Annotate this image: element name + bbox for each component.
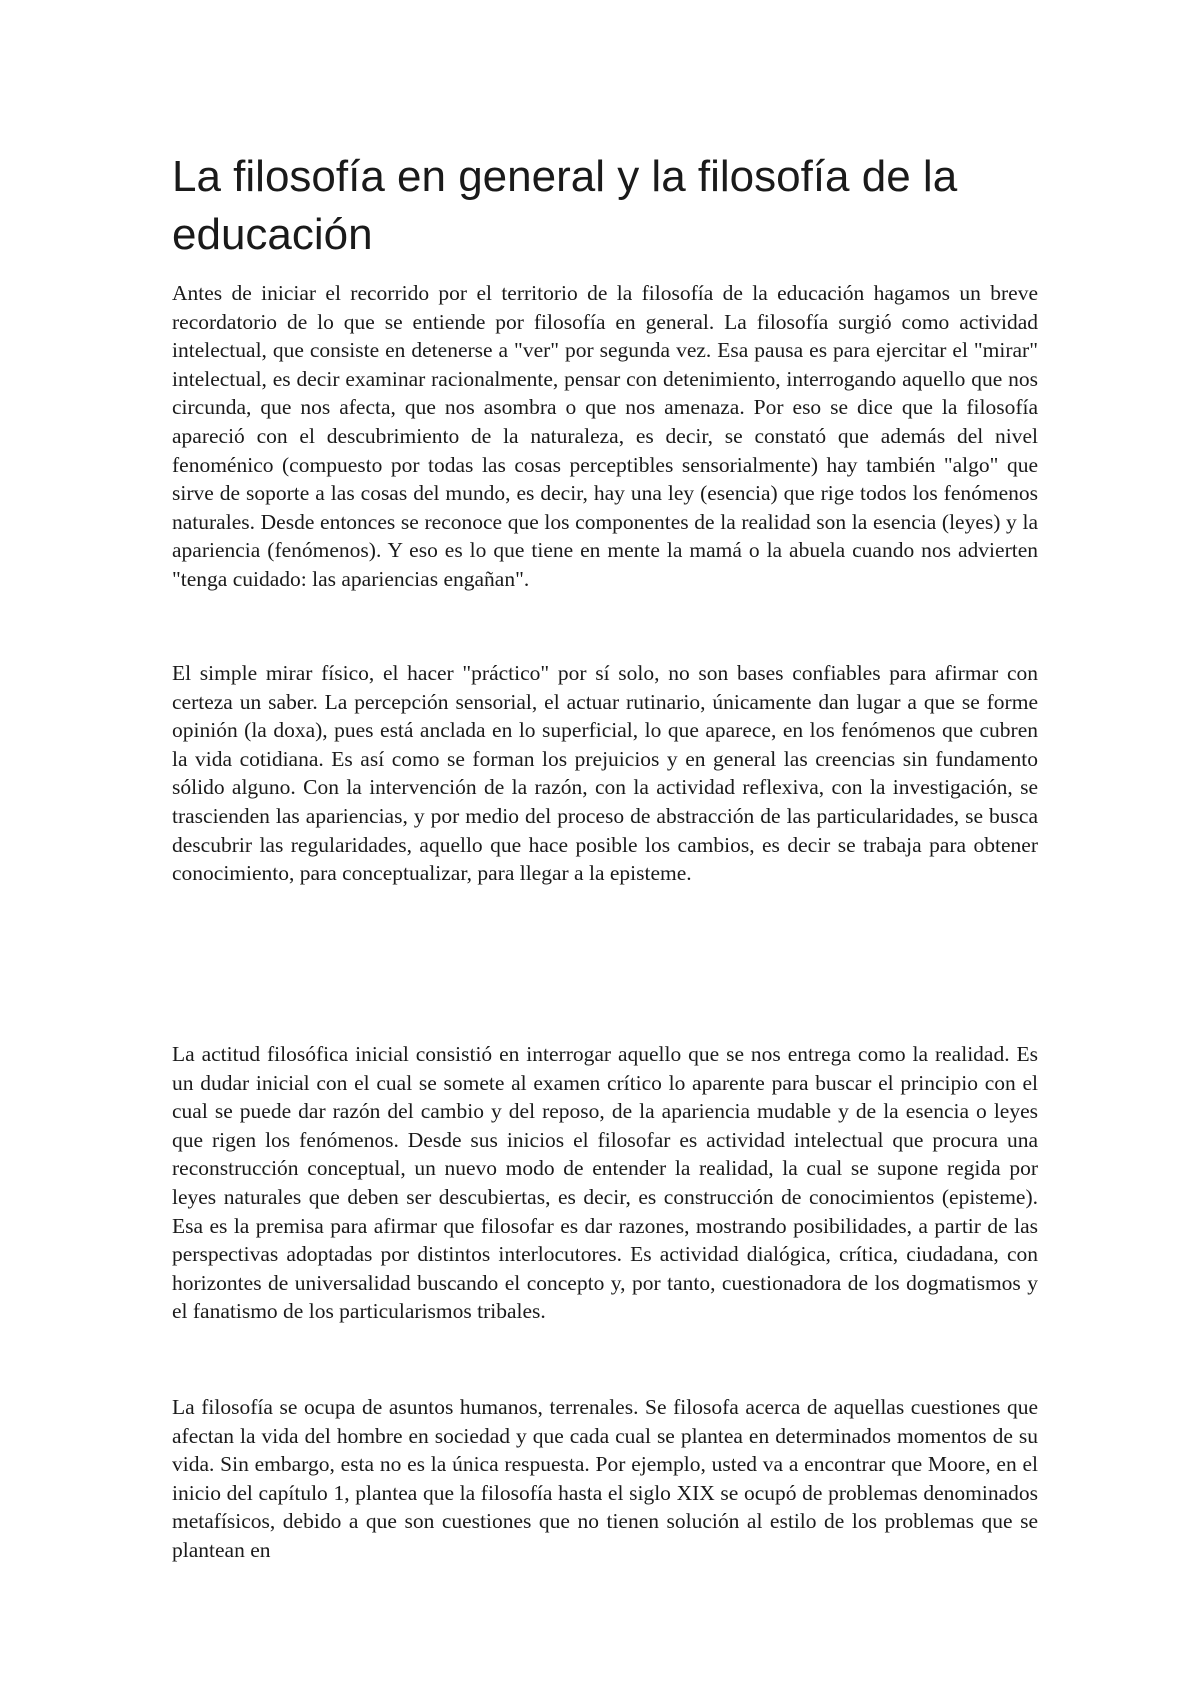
paragraph-2: El simple mirar físico, el hacer "práctico" por sí solo, no son bases confiables para afirmar con certeza un saber. La percepción sensorial, el actuar rutinario, únicamente dan lugar a que se forme opinión (la doxa), pues está anclada en lo superficial, lo que aparece, en los fenómenos que cubren la vida cotidiana. Es así como se forman los prejuicios y en general las creencias sin fundamento sólido alguno. Con la intervención de la razón, con la actividad reflexiva, con la investigación, se trascienden las apariencias, y por medio del proceso de abstracción de las particularidades, se busca descubrir las regularidades, aquello que hace posible los cambios, es decir se trabaja para obtener conocimiento, para conceptualizar, para llegar a la episteme. — [172, 661, 1038, 886]
paragraph-3: La actitud filosófica inicial consistió en interrogar aquello que se nos entrega como la realidad. Es un dudar inicial con el cual se somete al examen crítico lo aparente para buscar el principio con el cual se puede dar razón del cambio y del reposo, de la apariencia mudable y de la esencia o leyes que rigen los fenómenos. Desde sus inicios el filosofar es actividad intelectual que procura una reconstrucción conceptual, un nuevo modo de entender la realidad, la cual se supone regida por leyes naturales que deben ser descubiertas, es decir, es construcción de conocimientos (episteme). Esa es la premisa para afirmar que filosofar es dar razones, mostrando posibilidades, a partir de las perspectivas adoptadas por distintos interlocutores. Es actividad dialógica, crítica, ciudadana, con horizontes de universalidad buscando el concepto y, por tanto, cuestionadora de los dogmatismos y el fanatismo de los particularismos tribales. — [172, 1042, 1038, 1324]
page-title: La filosofía en general y la filosofía de la educación — [172, 152, 958, 259]
paragraph-4: La filosofía se ocupa de asuntos humanos, terrenales. Se filosofa acerca de aquellas cuestiones que afectan la vida del hombre en sociedad y que cada cual se plantea en determinados momentos de su vida. Sin embargo, esta no es la única respuesta. Por ejemplo, usted va a encontrar que Moore, en el inicio del capítulo 1, plantea que la filosofía hasta el siglo XIX se ocupó de problemas denominados metafísicos, debido a que son cuestiones que no tienen solución al estilo de los problemas que se plantean en — [172, 1395, 1038, 1562]
paragraph-1: Antes de iniciar el recorrido por el territorio de la filosofía de la educación hagamos un breve recordatorio de lo que se entiende por filosofía en general. La filosofía surgió como actividad intelectual, que consiste en detenerse a "ver" por segunda vez. Esa pausa es para ejercitar el "mirar" intelectual, es decir examinar racionalmente, pensar con detenimiento, interrogando aquello que nos circunda, que nos afecta, que nos asombra o que nos amenaza. Por eso se dice que la filosofía apareció con el descubrimiento de la naturaleza, es decir, se constató que además del nivel fenoménico (compuesto por todas las cosas perceptibles sensorialmente) hay también "algo" que sirve de soporte a las cosas del mundo, es decir, hay una ley (esencia) que rige todos los fenómenos naturales. Desde entonces se reconoce que los componentes de la realidad son la esencia (leyes) y la apariencia (fenómenos). Y eso es lo que tiene en mente la mamá o la abuela cuando nos advierten "tenga cuidado: las apariencias engañan". — [172, 281, 1038, 591]
